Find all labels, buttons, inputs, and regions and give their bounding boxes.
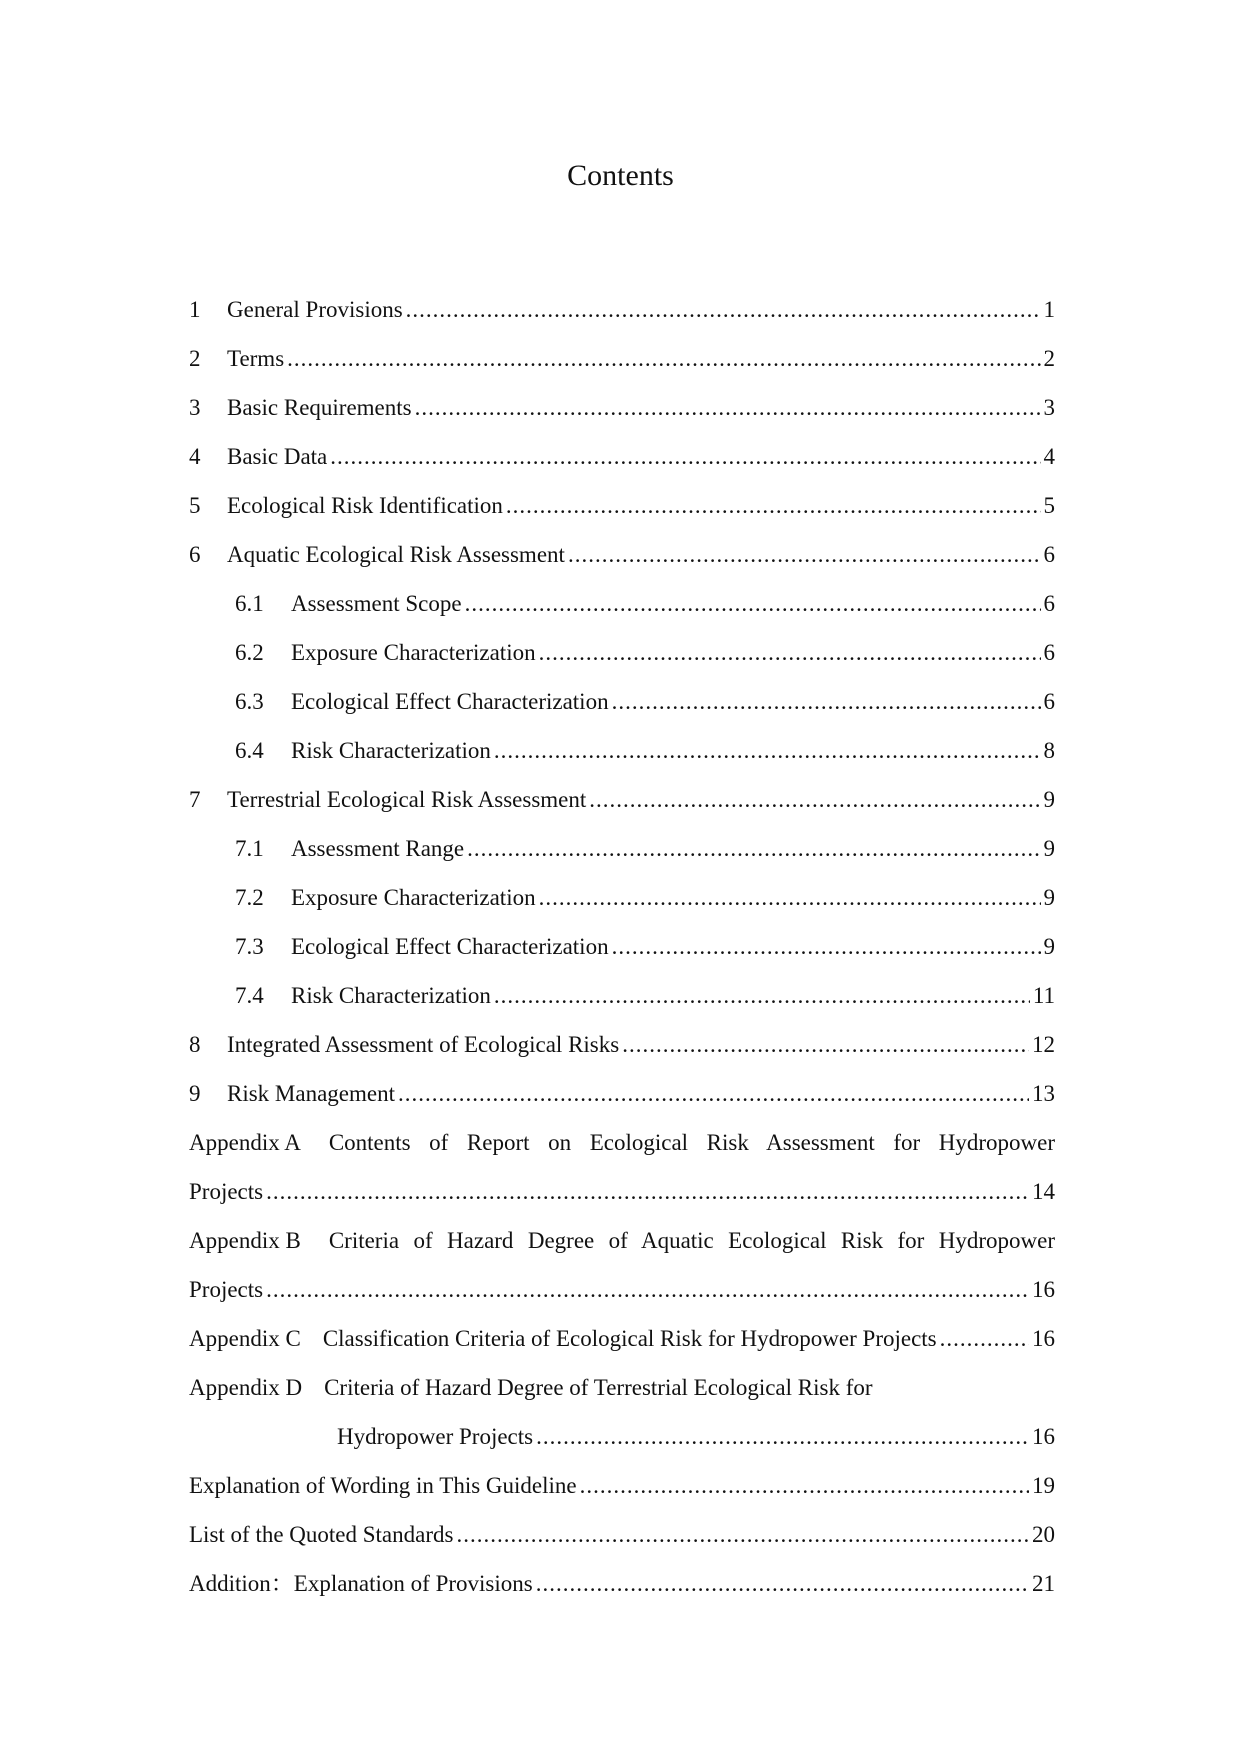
toc-title: Basic Requirements: [227, 395, 412, 420]
toc-page-number: 11: [1032, 983, 1055, 1008]
toc-title: Terrestrial Ecological Risk Assessment: [227, 787, 587, 812]
toc-appendix-c[interactable]: [189, 1314, 1055, 1363]
toc-title: Integrated Assessment of Ecological Risks: [227, 1032, 620, 1057]
toc-entry-5[interactable]: [189, 481, 1055, 530]
toc-title: List of the Quoted Standards: [189, 1522, 454, 1547]
toc-page-number: 20: [1032, 1522, 1055, 1547]
dot-leader: [536, 1412, 1029, 1461]
dot-leader: [287, 334, 1040, 383]
appendix-label: Appendix B: [189, 1228, 301, 1253]
toc-entry-2[interactable]: [189, 334, 1055, 383]
toc-title: Exposure Characterization: [291, 640, 536, 665]
toc-number: 7.2: [235, 885, 264, 910]
toc-appendix-d[interactable]: [189, 1363, 1055, 1461]
toc-number: 6.4: [235, 738, 264, 763]
toc-entry-6-1[interactable]: [189, 579, 1055, 628]
appendix-label: Appendix D: [189, 1375, 303, 1400]
toc-entry-7-4[interactable]: [189, 971, 1055, 1020]
toc-title: Ecological Effect Characterization: [291, 689, 609, 714]
toc-number: 6.1: [235, 591, 264, 616]
dot-leader: [940, 1314, 1029, 1363]
toc-page-number: 16: [1032, 1424, 1055, 1449]
toc-page-number: 5: [1043, 493, 1055, 518]
toc-number: 8: [189, 1032, 201, 1057]
toc-explanation-of-provisions[interactable]: [189, 1559, 1055, 1608]
dot-leader: [568, 530, 1041, 579]
toc-title: Basic Data: [227, 444, 328, 469]
toc-page-number: 14: [1032, 1179, 1055, 1204]
toc-title: Risk Characterization: [291, 738, 491, 763]
toc-title: Aquatic Ecological Risk Assessment: [227, 542, 565, 567]
toc-title: Assessment Scope: [291, 591, 462, 616]
toc-entry-1[interactable]: [189, 285, 1055, 334]
dot-leader: [266, 1167, 1029, 1216]
toc-entry-8[interactable]: [189, 1020, 1055, 1069]
appendix-title: Criteria of Hazard Degree of Aquatic Ecological Risk for Hydropower: [328, 1228, 1055, 1253]
toc-page-number: 9: [1043, 934, 1055, 959]
toc-number: 7.1: [235, 836, 264, 861]
appendix-title-continuation: Projects: [189, 1179, 264, 1204]
table-of-contents: [189, 285, 1055, 1608]
appendix-title-continuation: Projects: [189, 1277, 264, 1302]
toc-entry-7-2[interactable]: [189, 873, 1055, 922]
toc-title: Terms: [227, 346, 285, 371]
toc-explanation-of-wording[interactable]: [189, 1461, 1055, 1510]
dot-leader: [330, 432, 1040, 481]
toc-title: Exposure Characterization: [291, 885, 536, 910]
dot-leader: [467, 824, 1040, 873]
toc-page-number: 21: [1032, 1571, 1055, 1596]
toc-appendix-b[interactable]: [189, 1216, 1055, 1314]
toc-page-number: 19: [1032, 1473, 1055, 1498]
toc-entry-7-1[interactable]: [189, 824, 1055, 873]
toc-number: 6.3: [235, 689, 264, 714]
dot-leader: [494, 971, 1030, 1020]
appendix-label: Appendix A: [189, 1130, 301, 1155]
toc-title: Addition：Explanation of Provisions: [189, 1571, 533, 1596]
toc-entry-6-4[interactable]: [189, 726, 1055, 775]
toc-number: 3: [189, 395, 201, 420]
toc-page-number: 6: [1043, 542, 1055, 567]
toc-title: Ecological Effect Characterization: [291, 934, 609, 959]
toc-number: 7.3: [235, 934, 264, 959]
appendix-label: Appendix C: [189, 1326, 301, 1351]
dot-leader: [539, 873, 1041, 922]
dot-leader: [456, 1510, 1029, 1559]
toc-entry-4[interactable]: [189, 432, 1055, 481]
toc-title: General Provisions: [227, 297, 403, 322]
toc-entry-9[interactable]: [189, 1069, 1055, 1118]
toc-title: Ecological Risk Identification: [227, 493, 503, 518]
toc-quoted-standards[interactable]: [189, 1510, 1055, 1559]
toc-number: 2: [189, 346, 201, 371]
page-title: Contents: [567, 159, 674, 192]
toc-number: 4: [189, 444, 201, 469]
dot-leader: [622, 1020, 1029, 1069]
toc-page-number: 6: [1043, 640, 1055, 665]
toc-number: 7.4: [235, 983, 264, 1008]
toc-number: 9: [189, 1081, 201, 1106]
toc-page-number: 13: [1032, 1081, 1055, 1106]
toc-page-number: 2: [1043, 346, 1055, 371]
appendix-title: Contents of Report on Ecological Risk Assessment for Hydropower: [328, 1130, 1055, 1155]
dot-leader: [398, 1069, 1029, 1118]
toc-entry-3[interactable]: [189, 383, 1055, 432]
toc-page-number: 16: [1032, 1326, 1055, 1351]
toc-page-number: 6: [1043, 689, 1055, 714]
dot-leader: [506, 481, 1041, 530]
toc-page-number: 16: [1032, 1277, 1055, 1302]
toc-page-number: 9: [1043, 836, 1055, 861]
appendix-title: Classification Criteria of Ecological Risk for Hydropower Projects: [322, 1326, 937, 1351]
dot-leader: [494, 726, 1041, 775]
dot-leader: [589, 775, 1040, 824]
dot-leader: [266, 1265, 1029, 1314]
toc-entry-6-3[interactable]: [189, 677, 1055, 726]
dot-leader: [539, 628, 1041, 677]
dot-leader: [536, 1559, 1029, 1608]
toc-page-number: 1: [1043, 297, 1055, 322]
dot-leader: [580, 1461, 1029, 1510]
dot-leader: [612, 677, 1041, 726]
toc-number: 5: [189, 493, 201, 518]
appendix-title-continuation: Hydropower Projects: [337, 1424, 534, 1449]
dot-leader: [612, 922, 1041, 971]
toc-entry-7-3[interactable]: [189, 922, 1055, 971]
dot-leader: [415, 383, 1041, 432]
toc-title: Explanation of Wording in This Guideline: [189, 1473, 577, 1498]
toc-entry-7[interactable]: [189, 775, 1055, 824]
toc-page-number: 9: [1043, 885, 1055, 910]
toc-page-number: 3: [1043, 395, 1055, 420]
toc-number: 1: [189, 297, 201, 322]
dot-leader: [465, 579, 1041, 628]
toc-title: Assessment Range: [291, 836, 465, 861]
toc-page-number: 8: [1043, 738, 1055, 763]
toc-entry-6-2[interactable]: [189, 628, 1055, 677]
appendix-title: Criteria of Hazard Degree of Terrestrial Ecological Risk for: [324, 1375, 873, 1400]
toc-number: 7: [189, 787, 201, 812]
toc-title: Risk Characterization: [291, 983, 491, 1008]
toc-entry-6[interactable]: [189, 530, 1055, 579]
toc-title: Risk Management: [227, 1081, 395, 1106]
toc-page-number: 4: [1043, 444, 1055, 469]
dot-leader: [406, 285, 1041, 334]
toc-number: 6.2: [235, 640, 264, 665]
toc-page-number: 6: [1043, 591, 1055, 616]
toc-page-number: 9: [1043, 787, 1055, 812]
toc-page-number: 12: [1032, 1032, 1055, 1057]
toc-appendix-a[interactable]: [189, 1118, 1055, 1216]
toc-number: 6: [189, 542, 201, 567]
